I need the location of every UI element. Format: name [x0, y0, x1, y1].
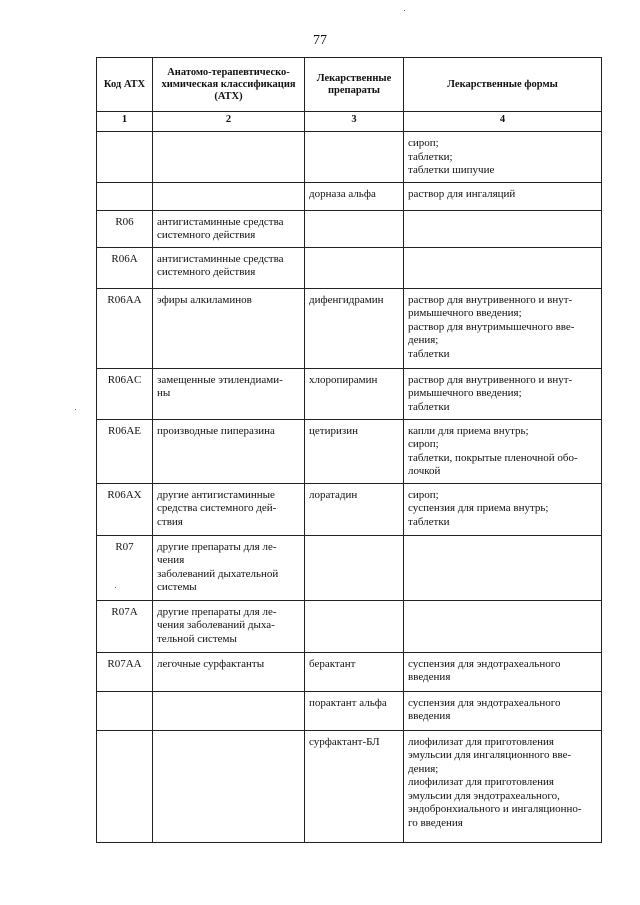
- dosage-forms-line: таблетки;: [408, 150, 453, 163]
- dosage-forms-cell: [404, 132, 602, 183]
- dosage-forms-cell: [404, 691, 602, 730]
- atc-classification-cell: [153, 483, 305, 535]
- drug-name-line: берактант: [309, 657, 356, 670]
- drug-name-cell: [305, 652, 404, 691]
- drug-name-line: дорназа альфа: [309, 187, 376, 200]
- table-row: [97, 691, 602, 730]
- dosage-forms-line: раствор для ингаляций: [408, 187, 516, 200]
- atx-code-cell: R06AX: [97, 483, 153, 535]
- atc-classification-line: другие препараты для ле-: [157, 605, 277, 618]
- drug-name-cell: [305, 247, 404, 288]
- dosage-forms-line: суспензия для эндотрахеального: [408, 696, 561, 709]
- table-row: [97, 210, 602, 247]
- dosage-forms-line: суспензия для эндотрахеального: [408, 657, 561, 670]
- drug-name-cell: [305, 535, 404, 600]
- dosage-forms-cell: [404, 247, 602, 288]
- dosage-forms-cell: [404, 652, 602, 691]
- header-code: Код АТХ: [97, 58, 153, 112]
- drug-name-cell: [305, 600, 404, 652]
- dosage-forms-line: таблетки шипучие: [408, 164, 495, 176]
- dosage-forms-line: эмульсии для ингаляционного вве-: [408, 749, 572, 761]
- column-number: 3: [305, 112, 404, 132]
- dosage-forms-line: раствор для внутримышечного вве-: [408, 320, 575, 333]
- atc-classification-line: системного действия: [157, 266, 256, 278]
- dosage-forms-cell: [404, 600, 602, 652]
- dosage-forms-line: таблетки: [408, 347, 450, 360]
- scan-speck: [75, 409, 76, 410]
- header-atc: [153, 58, 305, 112]
- drug-name-line: сурфактант-БЛ: [309, 735, 380, 748]
- column-number: 1: [97, 112, 153, 132]
- table-row: [97, 730, 602, 842]
- atx-code-cell: R06AE: [97, 419, 153, 483]
- header-drugs-line: Лекарственные: [316, 72, 392, 84]
- atc-classification-cell: [153, 691, 305, 730]
- dosage-forms-cell: [404, 288, 602, 368]
- header-atc-line: Анатомо-терапевтическо-: [167, 66, 290, 78]
- header-drugs: [305, 58, 404, 112]
- atc-classification-cell: [153, 288, 305, 368]
- dosage-forms-cell: [404, 535, 602, 600]
- dosage-forms-line: дения;: [408, 762, 439, 775]
- scan-speck: [404, 10, 405, 11]
- atc-classification-cell: [153, 652, 305, 691]
- dosage-forms-line: лочкой: [408, 465, 441, 477]
- atc-classification-cell: [153, 600, 305, 652]
- dosage-forms-line: таблетки: [408, 400, 450, 413]
- drug-name-cell: [305, 419, 404, 483]
- dosage-forms-line: эндобронхиального и ингаляционно-: [408, 803, 582, 815]
- atc-classification-cell: [153, 730, 305, 842]
- drug-name-cell: [305, 182, 404, 210]
- dosage-forms-line: сироп;: [408, 488, 439, 501]
- dosage-forms-line: таблетки: [408, 515, 450, 528]
- atx-table: [96, 57, 602, 843]
- atc-classification-cell: [153, 535, 305, 600]
- drug-name-cell: [305, 288, 404, 368]
- atx-code-cell: R06AC: [97, 368, 153, 419]
- drug-name-cell: [305, 730, 404, 842]
- atc-classification-line: системного действия: [157, 229, 256, 241]
- dosage-forms-line: сироп;: [408, 137, 439, 149]
- table-row: [97, 368, 602, 419]
- column-number: 2: [153, 112, 305, 132]
- table-row: [97, 600, 602, 652]
- dosage-forms-cell: [404, 483, 602, 535]
- atx-code-cell: [97, 730, 153, 842]
- atc-classification-cell: [153, 419, 305, 483]
- drug-name-line: цетиризин: [309, 424, 358, 437]
- atx-code-cell: R06: [97, 210, 153, 247]
- dosage-forms-line: го введения: [408, 816, 463, 829]
- dosage-forms-cell: [404, 210, 602, 247]
- dosage-forms-line: введения: [408, 671, 451, 683]
- atc-classification-line: тельной системы: [157, 632, 237, 645]
- atc-classification-line: легочные сурфактанты: [157, 657, 265, 670]
- table-row: [97, 483, 602, 535]
- atx-code-cell: R07A: [97, 600, 153, 652]
- table-row: [97, 132, 602, 183]
- drug-name-cell: [305, 132, 404, 183]
- atx-code-cell: [97, 132, 153, 183]
- header-atc-line: химическая классификация: [161, 78, 296, 90]
- atc-classification-line: другие препараты для ле-: [157, 540, 277, 553]
- atc-classification-line: антигистаминные средства: [157, 252, 284, 265]
- table-row: [97, 288, 602, 368]
- atc-classification-cell: [153, 182, 305, 210]
- header-atc-line: (АТХ): [214, 90, 243, 102]
- drug-name-cell: [305, 691, 404, 730]
- atc-classification-line: ствия: [157, 515, 183, 528]
- dosage-forms-line: раствор для внутривенного и внут-: [408, 373, 573, 386]
- drug-name-cell: [305, 368, 404, 419]
- drug-name-cell: [305, 210, 404, 247]
- dosage-forms-line: дения;: [408, 334, 439, 346]
- dosage-forms-line: римышечного введения;: [408, 307, 522, 319]
- dosage-forms-cell: [404, 730, 602, 842]
- dosage-forms-cell: [404, 419, 602, 483]
- dosage-forms-line: римышечного введения;: [408, 387, 522, 399]
- dosage-forms-line: эмульсии для эндотрахеального,: [408, 789, 560, 802]
- drug-name-cell: [305, 483, 404, 535]
- drug-name-line: порактант альфа: [309, 696, 387, 709]
- header-drugs-line: препараты: [327, 84, 381, 96]
- dosage-forms-line: капли для приема внутрь;: [408, 424, 529, 437]
- atx-code-cell: [97, 182, 153, 210]
- dosage-forms-line: суспензия для приема внутрь;: [408, 502, 549, 514]
- column-number: 4: [404, 112, 602, 132]
- atc-classification-line: средства системного дей-: [157, 502, 277, 514]
- atc-classification-cell: [153, 210, 305, 247]
- atc-classification-line: чения: [157, 554, 185, 566]
- page-number: 77: [313, 33, 327, 48]
- dosage-forms-line: сироп;: [408, 438, 439, 450]
- dosage-forms-line: лиофилизат для приготовления: [408, 735, 554, 748]
- header-forms: Лекарственные формы: [404, 58, 602, 112]
- column-number-row: [97, 112, 602, 132]
- dosage-forms-cell: [404, 368, 602, 419]
- atc-classification-line: эфиры алкиламинов: [157, 293, 252, 306]
- atc-classification-cell: [153, 368, 305, 419]
- table-row: [97, 247, 602, 288]
- table-row: [97, 182, 602, 210]
- atx-code-cell: [97, 691, 153, 730]
- atc-classification-line: замещенные этилендиами-: [157, 373, 283, 386]
- atc-classification-cell: [153, 132, 305, 183]
- atx-code-cell: R06A: [97, 247, 153, 288]
- dosage-forms-cell: [404, 182, 602, 210]
- drug-name-line: хлоропирамин: [309, 373, 378, 386]
- atx-code-cell: R07AA: [97, 652, 153, 691]
- atc-classification-line: антигистаминные средства: [157, 215, 284, 228]
- atc-classification-cell: [153, 247, 305, 288]
- atc-classification-line: другие антигистаминные: [157, 488, 275, 501]
- dosage-forms-line: лиофилизат для приготовления: [408, 776, 554, 788]
- dosage-forms-line: введения: [408, 710, 451, 722]
- atc-classification-line: заболеваний дыхательной: [157, 567, 279, 580]
- header-row: [97, 58, 602, 112]
- atc-classification-line: чения заболеваний дыха-: [157, 619, 275, 631]
- scan-speck: [115, 587, 116, 588]
- table-row: [97, 535, 602, 600]
- atx-code-cell: R07: [97, 535, 153, 600]
- table-row: [97, 419, 602, 483]
- atc-classification-line: системы: [157, 581, 197, 593]
- atc-classification-line: ны: [157, 387, 171, 399]
- drug-name-line: лоратадин: [309, 488, 358, 501]
- atx-code-cell: R06AA: [97, 288, 153, 368]
- atc-classification-line: производные пиперазина: [157, 424, 275, 437]
- dosage-forms-line: раствор для внутривенного и внут-: [408, 293, 573, 306]
- atx-table-body: [97, 132, 602, 843]
- dosage-forms-line: таблетки, покрытые пленочной обо-: [408, 451, 578, 464]
- drug-name-line: дифенгидрамин: [309, 293, 384, 306]
- table-row: [97, 652, 602, 691]
